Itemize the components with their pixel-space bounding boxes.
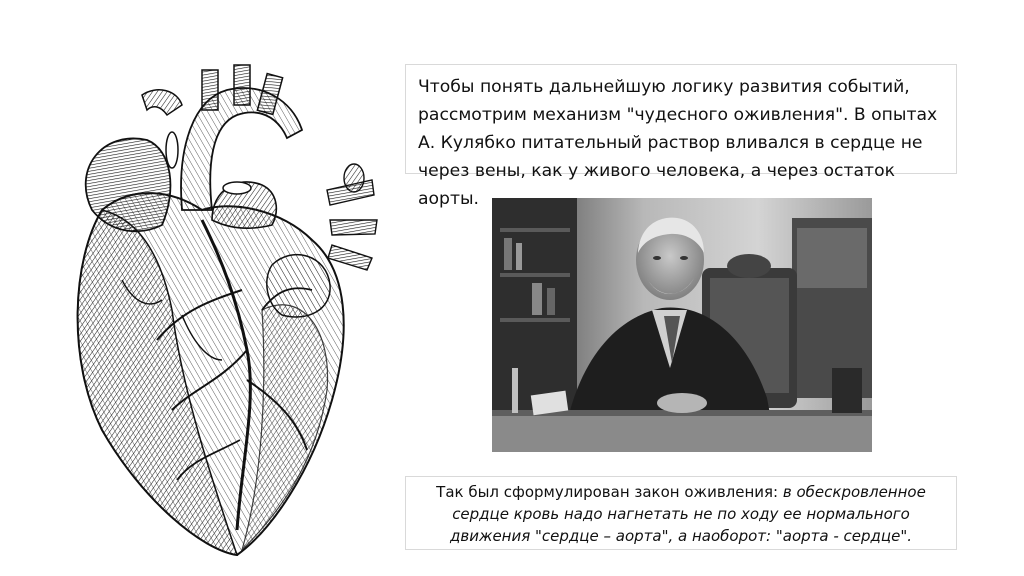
intro-text-line: рассмотрим механизм "чудесного оживления". В опытах <box>418 105 938 125</box>
intro-text-line: А. Кулябко питательный раствор вливался в сердце не <box>418 133 923 153</box>
law-text-italic: движения "сердце – аорта", а наоборот: "аорта - сердце". <box>449 527 912 545</box>
intro-text-box <box>405 64 957 209</box>
intro-text-line: Чтобы понять дальнейшую логику развития событий, <box>418 77 910 97</box>
law-text-italic: сердце кровь надо нагнетать не по ходу ее нормального <box>452 505 910 523</box>
heart-illustration <box>62 60 392 560</box>
intro-text-line: через вены, как у живого человека, а через остаток аорты. <box>418 161 895 209</box>
portrait-photo <box>492 198 872 452</box>
law-text-italic: в обескровленное <box>782 483 926 501</box>
law-text-box <box>405 476 957 550</box>
law-text-plain: Так был сформулирован закон оживления: <box>436 483 783 501</box>
